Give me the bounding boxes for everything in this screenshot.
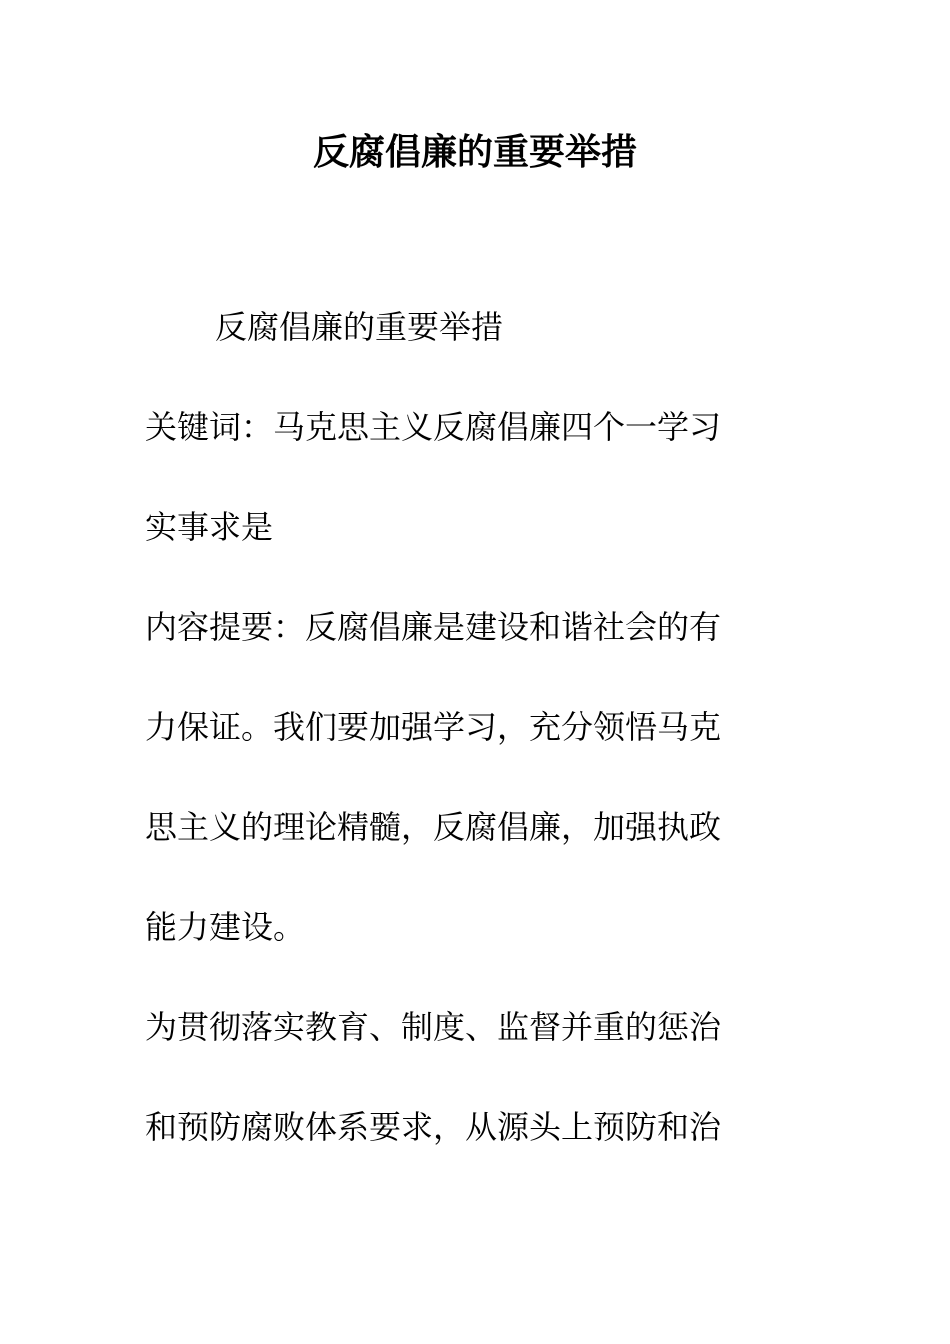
summary-paragraph [145, 602, 785, 1002]
document-title: 反腐倡廉的重要举措 [312, 131, 637, 173]
keywords-line: 实事求是 [145, 508, 274, 546]
summary-line: 力保证。我们要加强学习，充分领悟马克 [145, 708, 722, 746]
keywords-paragraph [145, 402, 785, 602]
body-line: 为贯彻落实教育、制度、监督并重的惩治 [145, 1008, 722, 1046]
document-body [145, 302, 785, 1202]
keywords-line: 关键词：马克思主义反腐倡廉四个一学习 [145, 408, 722, 446]
body-paragraph [145, 1002, 785, 1202]
document-subtitle: 反腐倡廉的重要举措 [215, 308, 504, 346]
summary-line: 内容提要：反腐倡廉是建设和谐社会的有 [145, 608, 722, 646]
body-line: 和预防腐败体系要求，从源头上预防和治 [145, 1108, 722, 1146]
summary-line: 能力建设。 [145, 908, 306, 946]
summary-line: 思主义的理论精髓，反腐倡廉，加强执政 [145, 808, 722, 846]
